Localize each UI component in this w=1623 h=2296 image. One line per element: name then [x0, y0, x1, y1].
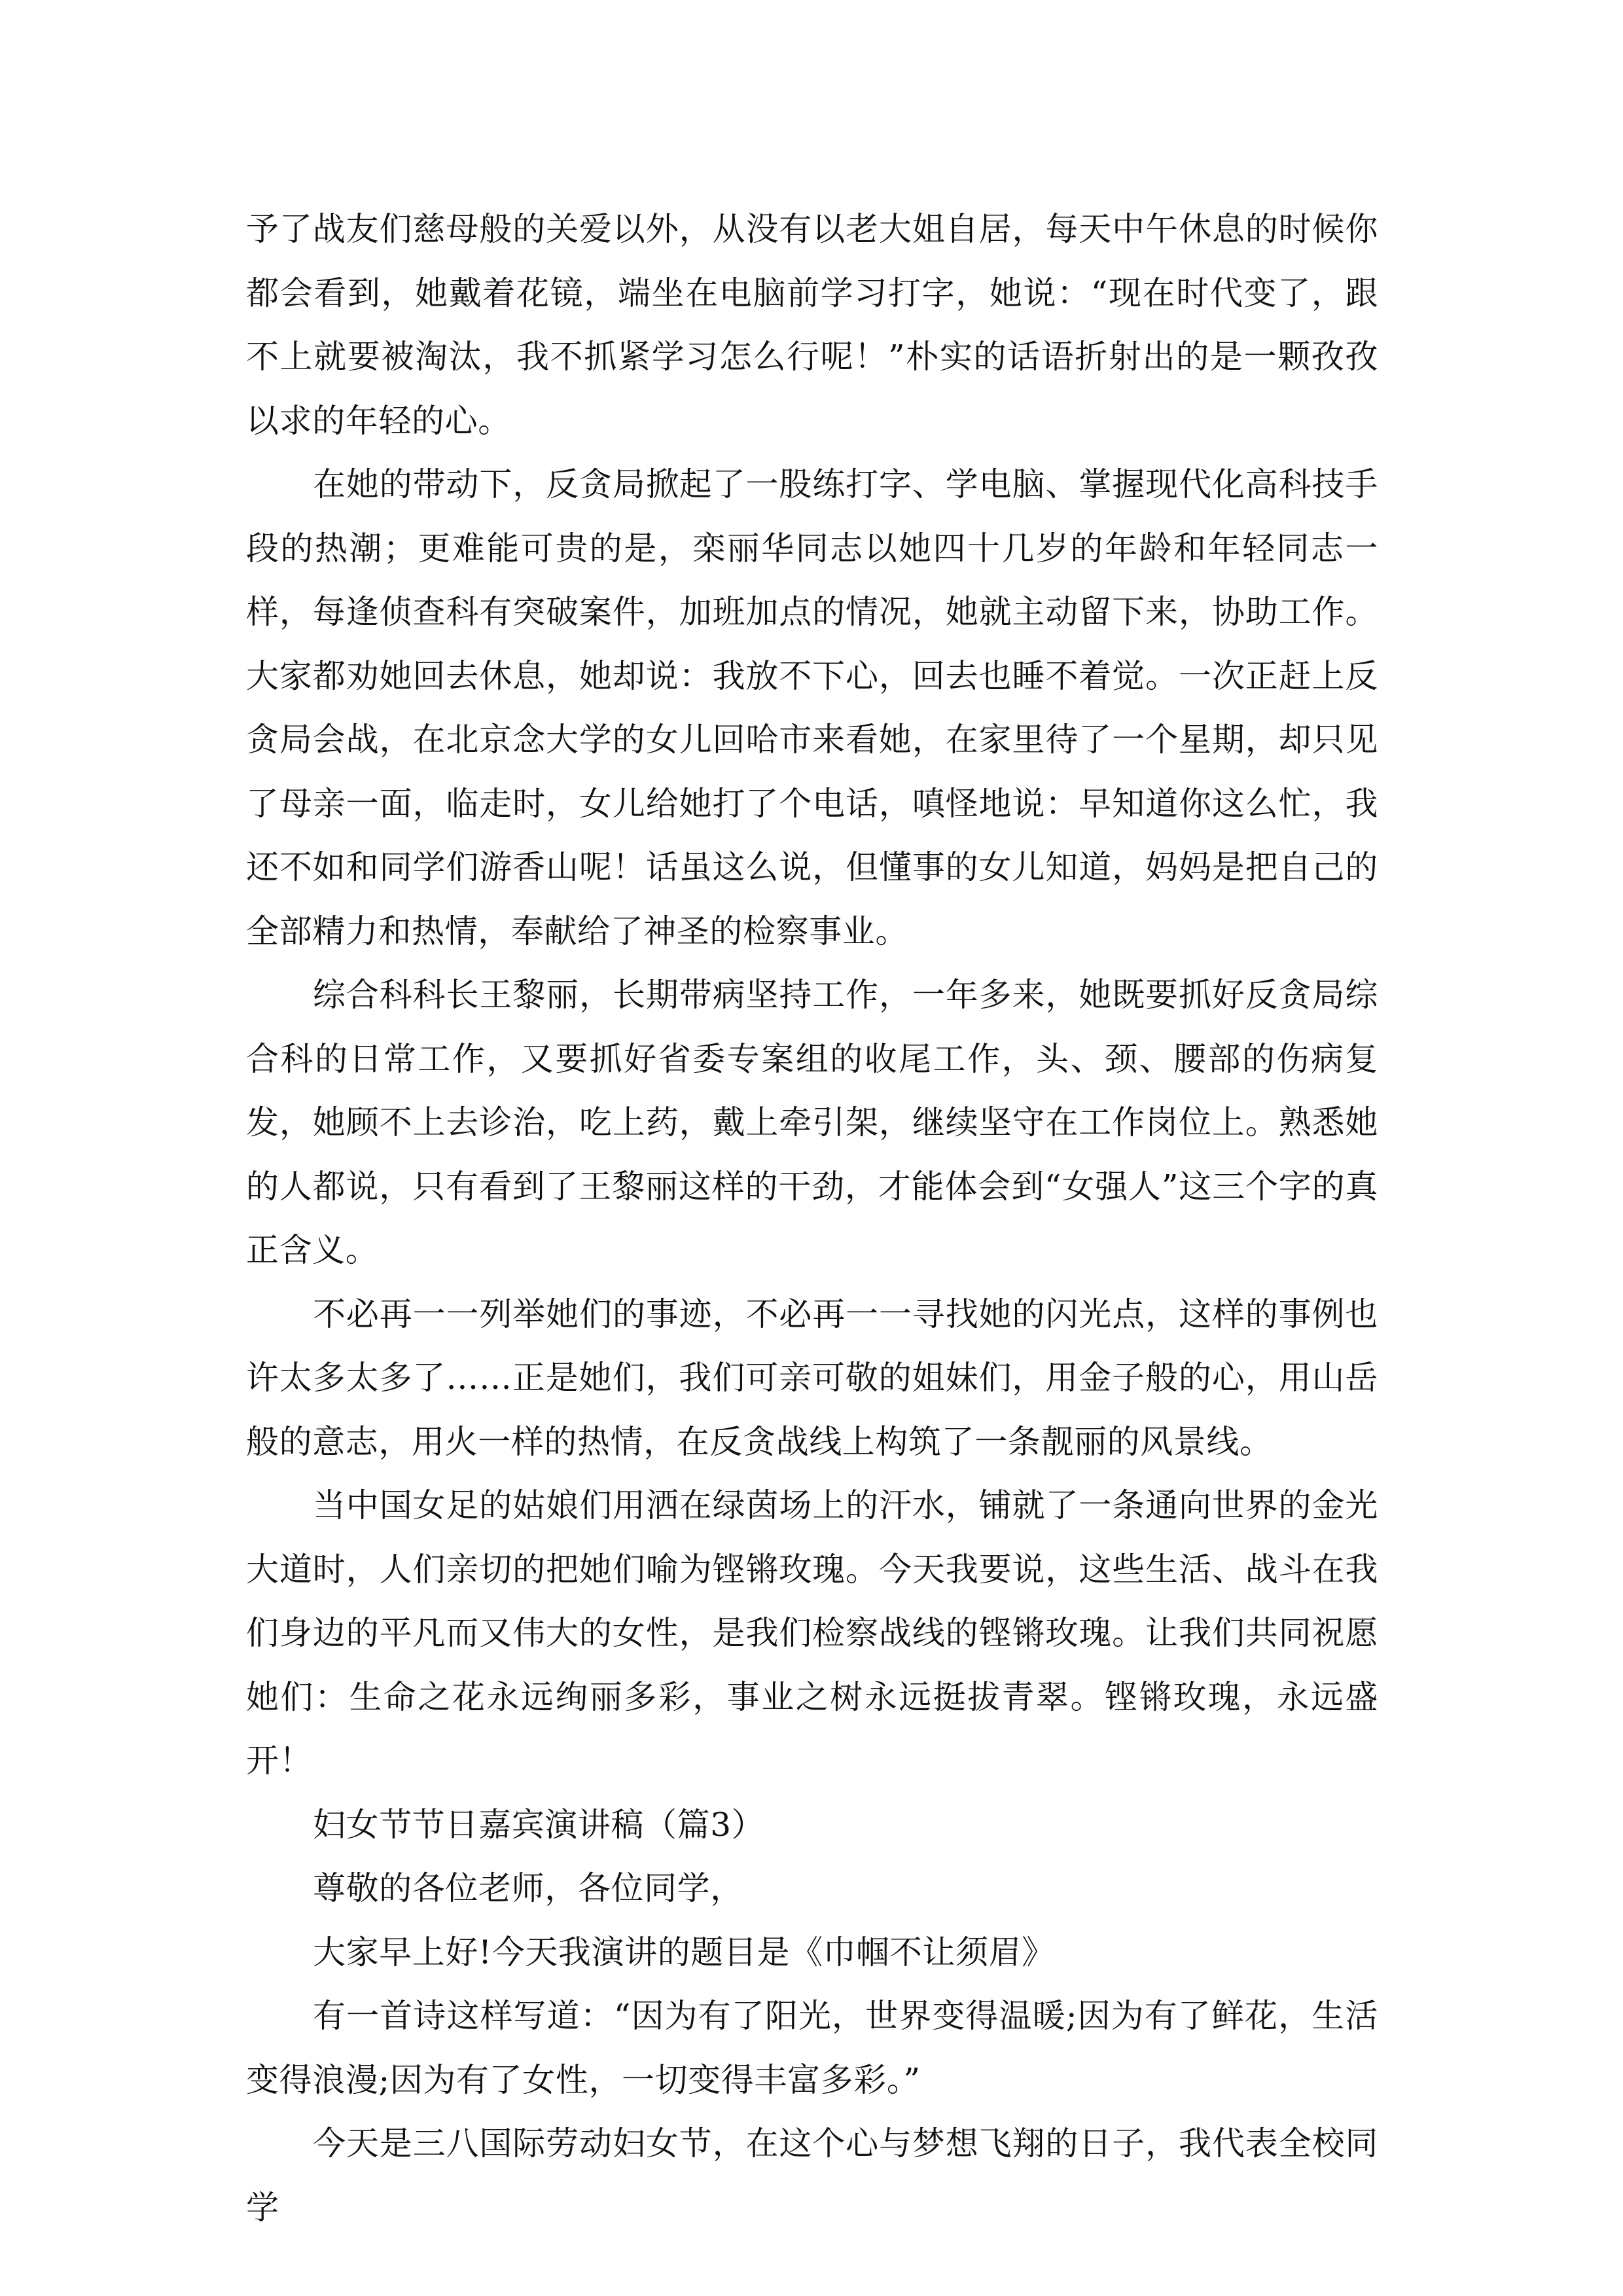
paragraph-womens-day: 今天是三八国际劳动妇女节，在这个心与梦想飞翔的日子，我代表全校同学 [246, 2125, 1378, 2227]
paragraph-wang-lili: 综合科科长王黎丽，长期带病坚持工作，一年多来，她既要抓好反贪局综合科的日常工作，又要抓好省委专案组的收尾工作，头、颈、腰部的伤病复发，她顾不上去诊治，吃上药，戴上牵引架，继续坚守在工作岗位上。熟悉她的人都说，只有看到了王黎丽这样的干劲，才能体会到“女强人”这三个字的真正含义。 [246, 976, 1378, 1269]
paragraph-poem: 有一首诗这样写道：“因为有了阳光，世界变得温暖;因为有了鲜花，生活变得浪漫;因为有了女性，一切变得丰富多彩。” [246, 1997, 1378, 2099]
greeting-line: 大家早上好!今天我演讲的题目是《巾帼不让须眉》 [313, 1933, 1055, 1971]
document-body [246, 198, 1378, 2240]
paragraph-steel-roses: 当中国女足的姑娘们用洒在绿茵场上的汗水，铺就了一条通向世界的金光大道时，人们亲切的把她们喻为铿锵玫瑰。今天我要说，这些生活、战斗在我们身边的平凡而又伟大的女性，是我们检察战线的铿锵玫瑰。让我们共同祝愿她们：生命之花永远绚丽多彩，事业之树永远挺拔青翠。铿锵玫瑰，永远盛开！ [246, 1486, 1378, 1780]
salutation: 尊敬的各位老师，各位同学， [313, 1869, 743, 1907]
paragraph-sisters: 不必再一一列举她们的事迹，不必再一一寻找她的闪光点，这样的事例也许太多太多了……正是她们，我们可亲可敬的姐妹们，用金子般的心，用山岳般的意志，用火一样的热情，在反贪战线上构筑了一条靓丽的风景线。 [246, 1295, 1378, 1461]
paragraph-continuation: 予了战友们慈母般的关爱以外，从没有以老大姐自居，每天中午休息的时候你都会看到，她戴着花镜，端坐在电脑前学习打字，她说：“现在时代变了，跟不上就要被淘汰，我不抓紧学习怎么行呢！”朴实的话语折射出的是一颗孜孜以求的年轻的心。 [246, 210, 1378, 440]
paragraph-luan-lihua: 在她的带动下，反贪局掀起了一股练打字、学电脑、掌握现代化高科技手段的热潮；更难能可贵的是，栾丽华同志以她四十几岁的年龄和年轻同志一样，每逢侦查科有突破案件，加班加点的情况，她就主动留下来，协助工作。大家都劝她回去休息，她却说：我放不下心，回去也睡不着觉。一次正赶上反贪局会战，在北京念大学的女儿回哈市来看她，在家里待了一个星期，却只见了母亲一面，临走时，女儿给她打了个电话，嗔怪地说：早知道你这么忙，我还不如和同学们游香山呢！话虽这么说，但懂事的女儿知道，妈妈是把自己的全部精力和热情，奉献给了神圣的检察事业。 [246, 465, 1378, 950]
section-heading: 妇女节节日嘉宾演讲稿（篇3） [313, 1805, 765, 1844]
